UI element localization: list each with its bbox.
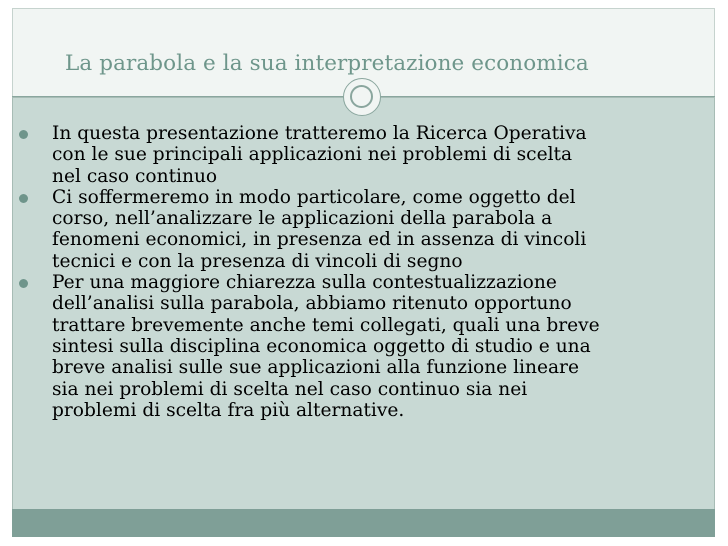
bullet-line: corso, nell’analizzare le applicazioni della parabola a (52, 208, 553, 230)
bullet-line: sintesi sulla disciplina economica oggetto di studio e una (52, 335, 591, 357)
bullet-list (16, 123, 706, 421)
bullet-item (16, 187, 706, 272)
slide-title: La parabola e la sua interpretazione economica (65, 51, 589, 76)
bullet-line: dell’analisi sulla parabola, abbiamo ritenuto opportuno (52, 293, 572, 315)
bullet-line: problemi di scelta fra più alternative. (52, 399, 405, 421)
divider-line-right (381, 96, 715, 97)
bullet-line: con le sue principali applicazioni nei problemi di scelta (52, 144, 573, 166)
bullet-dot-icon (19, 194, 28, 203)
bullet-dot-icon (19, 130, 28, 139)
bullet-dot-icon (19, 279, 28, 288)
bullet-line: breve analisi sulle sue applicazioni alla funzione lineare (52, 357, 579, 379)
divider-line-left (12, 96, 343, 97)
bullet-line: In questa presentazione tratteremo la Ricerca Operativa (52, 123, 587, 144)
bullet-item (16, 123, 706, 187)
bullet-item (16, 272, 706, 421)
bullet-line: sia nei problemi di scelta nel caso continuo sia nei (52, 378, 528, 400)
bullet-line: Per una maggiore chiarezza sulla contestualizzazione (52, 272, 557, 294)
bullet-line: tecnici e con la presenza di vincoli di segno (52, 250, 463, 272)
bullet-line: fenomeni economici, in presenza ed in assenza di vincoli (52, 229, 587, 251)
footer-band (12, 509, 715, 537)
bullet-line: Ci soffermeremo in modo particolare, come oggetto del (52, 186, 576, 208)
bullet-line: trattare brevemente anche temi collegati, quali una breve (52, 314, 600, 336)
inner-ring (350, 85, 373, 108)
bullet-line: nel caso continuo (52, 165, 218, 187)
double-ring-icon (343, 78, 381, 116)
